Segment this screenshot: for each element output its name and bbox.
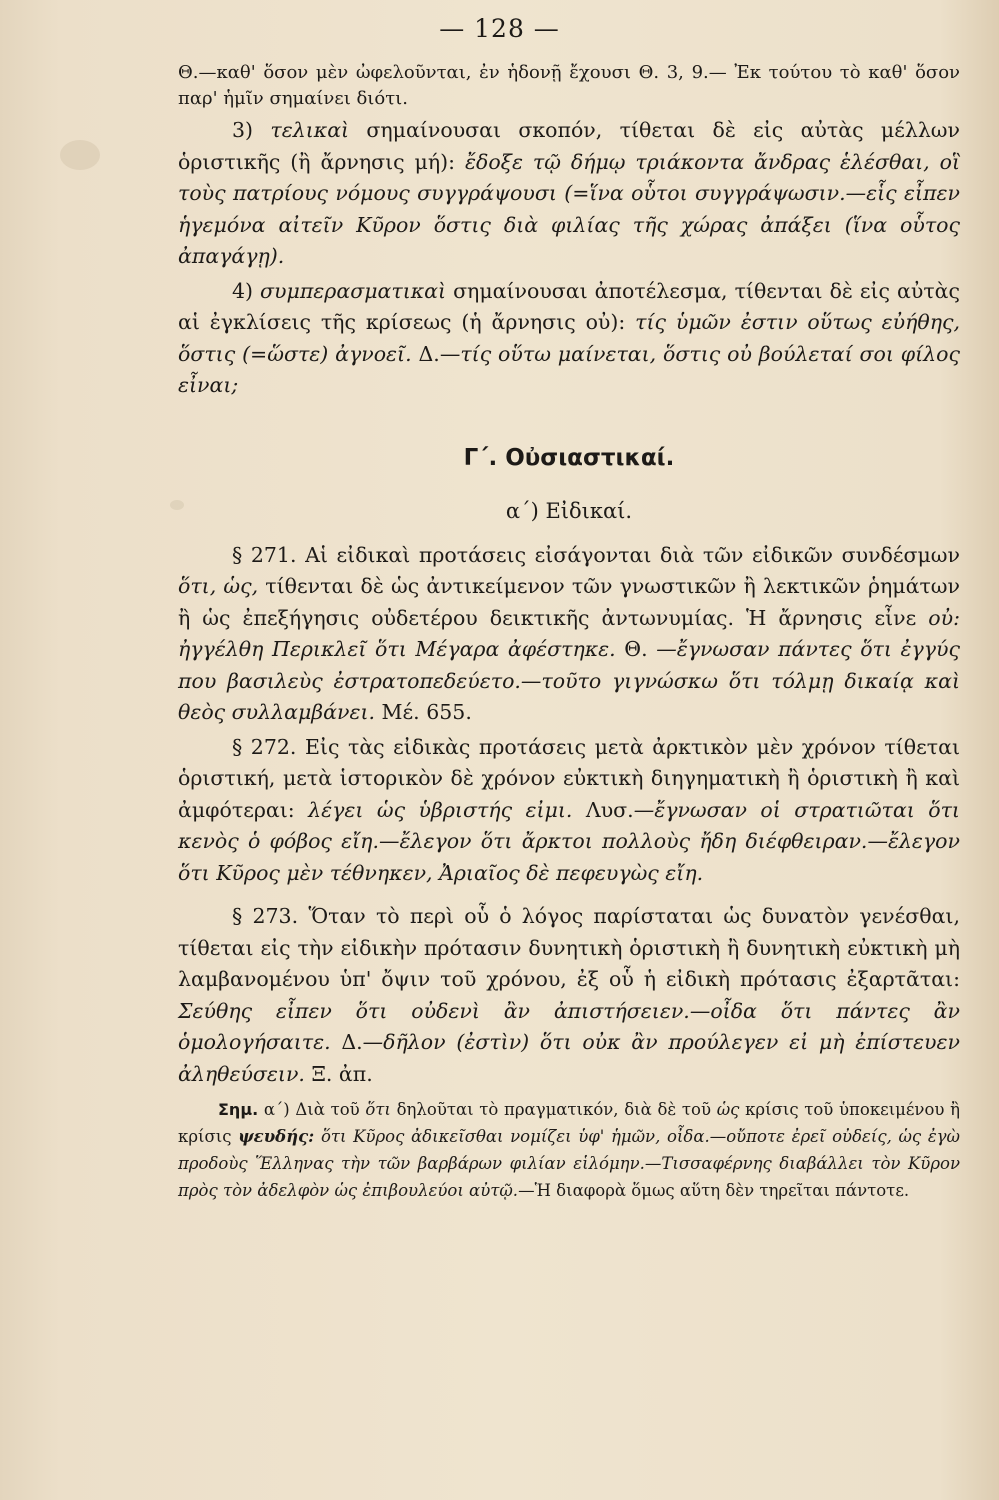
paragraph-text: σημαίνουσαι σκοπόν, τίθεται δὲ εἰς αὐτὰς μέλλων ὁριστικῆς (ἢ ἄρνησις μή): bbox=[178, 118, 960, 174]
paragraph-text: α΄) Διὰ τοῦ bbox=[263, 1100, 360, 1119]
page-body bbox=[178, 60, 960, 1204]
paragraph-text: Αἱ εἰδικαὶ προτάσεις εἰσάγονται διὰ τῶν εἰδικῶν συνδέσμων bbox=[305, 542, 960, 567]
section-label: § 273. bbox=[232, 904, 299, 928]
example-text: (ἵνα οὗτος ἀπαγάγῃ). bbox=[178, 212, 960, 268]
paragraph-text: τίθενται δὲ ὡς ἀντικείμενον τῶν γνωστικῶν ἢ λεκτικῶν ῥημάτων ἢ ὡς ἐπεξήγησις οὐδετέρου δεικτικῆς ἀντωνυμίας. Ἡ ἄρνησις εἶνε bbox=[178, 574, 960, 630]
example-text: λέγει ὡς ὑβριστής εἰμι. bbox=[308, 797, 573, 822]
paragraph-4-consecutive-clauses bbox=[178, 276, 960, 402]
example-text: οὐ: bbox=[928, 605, 960, 630]
paragraph-text: κρίσις τοῦ ὑποκειμένου ἢ κρίσις bbox=[178, 1100, 960, 1146]
example-text: Σεύθης εἶπεν ὅτι οὐδενὶ ἂν ἀπιστήσειεν.—οἶδα ὅτι πάντες ἂν ὁμολογήσαιτε. bbox=[178, 998, 960, 1054]
paragraph-text: σημαίνουσαι ἀποτέλεσμα, τίθενται δὲ εἰς αὐτὰς αἱ ἐγκλίσεις τῆς κρίσεως (ἡ ἄρνησις οὐ): bbox=[178, 278, 960, 334]
term: τελικαὶ bbox=[270, 118, 350, 142]
example-text: —δῆλον (ἐστὶν) ὅτι οὐκ ἂν προύλεγεν εἰ μὴ ἐπίστευεν ἀληθεύσειν. bbox=[178, 1030, 960, 1086]
intro-line: Θ.—καθ' ὅσον μὲν ὠφελοῦνται, ἐν ἡδονῇ ἔχουσι Θ. 3, 9.— Ἐκ τούτου τὸ καθ' ὅσον παρ' ἡμῖν σημαίνει διότι. bbox=[178, 62, 960, 109]
section-271 bbox=[178, 540, 960, 729]
example-text: ψευδής: bbox=[238, 1127, 315, 1146]
source-ref: Μέ. 655. bbox=[381, 700, 472, 724]
example-text: ὅτι bbox=[365, 1100, 391, 1119]
page-number: — 128 — bbox=[439, 14, 560, 43]
subsection-heading: α΄) Εἰδικαί. bbox=[505, 498, 633, 523]
example-text: ὡς bbox=[716, 1100, 740, 1119]
source-ref: Λυσ. bbox=[585, 797, 634, 822]
section-272 bbox=[178, 732, 960, 890]
paragraph-text: δηλοῦται τὸ πραγματικόν, διὰ δὲ τοῦ bbox=[396, 1100, 712, 1119]
example-text: —ἔγνωσαν πάντες ὅτι ἐγγύς που βασιλεὺς ἐστρατοπεδεύετο.—τοῦτο γιγνώσκω ὅτι τόλμῃ δικαίᾳ καὶ θεὸς συλλαμβάνει. bbox=[178, 637, 960, 724]
paragraph-text: Εἰς τὰς εἰδικὰς προτάσεις μετὰ ἀρκτικὸν μὲν χρόνον τίθεται ὁριστική, μετὰ ἱστορικὸν δὲ χρόνον εὐκτικὴ διηγηματικὴ ἢ ὁριστικὴ ἢ καὶ ἀμφότεραι: bbox=[178, 734, 960, 822]
paper-stain bbox=[60, 140, 100, 170]
example-text: —ἔγνωσαν οἱ στρατιῶται ὅτι κενὸς ὁ φόβος εἴη.—ἔλεγον ὅτι ἄρκτοι πολλοὺς ἤδη διέφθειραν.—ἔλεγον ὅτι Κῦρος μὲν τέθνηκεν, Ἀριαῖος δὲ πεφευγὼς εἴη. bbox=[178, 797, 960, 885]
example-text: ὅτι Κῦρος ἀδικεῖσθαι νομίζει ὑφ' ἡμῶν, οἶδα.—οὔποτε ἐρεῖ οὐδείς, ὡς ἐγὼ προδοὺς Ἕλληνας τὴν τῶν βαρβάρων φιλίαν εἱλόμην.—Τισσαφέρνης διαβάλλει τὸν Κῦρον πρὸς τὸν ἀδελφὸν ὡς ἐπιβουλεύοι αὐτῷ. bbox=[178, 1127, 960, 1200]
example-text: τίς ὑμῶν ἐστιν οὕτως εὐήθης, ὅστις (=ὥστε) ἀγνοεῖ. bbox=[178, 310, 960, 366]
example-text: ὅτι, ὡς, bbox=[178, 574, 259, 598]
paragraph-text: Ὅταν τὸ περὶ οὗ ὁ λόγος παρίσταται ὡς δυνατὸν γενέσθαι, τίθεται εἰς τὴν εἰδικὴν πρότασιν δυνητικὴ ὁριστικὴ ἢ δυνητικὴ εὐκτικὴ μὴ λαμβανομένου ὑπ' ὄψιν τοῦ χρόνου, ἐξ οὗ ἡ εἰδικὴ πρότασις ἐξαρτᾶται: bbox=[178, 904, 960, 991]
source-ref: Ξ. ἀπ. bbox=[311, 1061, 373, 1086]
note-paragraph bbox=[178, 1096, 960, 1204]
note-marker: Σημ. bbox=[218, 1100, 259, 1119]
example-text: ἠγγέλθη Περικλεῖ ὅτι Μέγαρα ἀφέστηκε. bbox=[178, 637, 616, 661]
paragraph-3-final-clauses bbox=[178, 115, 960, 273]
source-ref: Δ. bbox=[341, 1030, 363, 1054]
example-text: ἔδοξε τῷ δήμῳ τριάκοντα ἄνδρας ἑλέσθαι, οἳ τοὺς πατρίους νόμους συγγράψουσι (=ἵνα οὗτοι συγγράψωσιν.—εἷς εἶπεν ἡγεμόνα αἰτεῖν Κῦρον ὅστις διὰ φιλίας τῆς χώρας ἀπάξει bbox=[178, 149, 960, 237]
example-text: τίς οὕτω μαίνεται, ὅστις οὐ βούλεταί σοι φίλος εἶναι; bbox=[178, 341, 960, 397]
term: συμπερασματικαὶ bbox=[260, 278, 447, 303]
section-heading: Γ΄. Οὐσιαστικαί. bbox=[463, 444, 675, 471]
section-label: § 272. bbox=[232, 734, 297, 759]
source-ref: Δ.— bbox=[418, 341, 461, 366]
section-label: § 271. bbox=[232, 542, 297, 567]
source-ref: Θ. bbox=[624, 637, 648, 661]
paragraph-text: —Ἡ διαφορὰ ὅμως αὕτη δὲν τηρεῖται πάντοτε. bbox=[518, 1181, 910, 1200]
section-273 bbox=[178, 901, 960, 1090]
item-number: 4) bbox=[232, 278, 254, 303]
item-number: 3) bbox=[232, 118, 254, 142]
